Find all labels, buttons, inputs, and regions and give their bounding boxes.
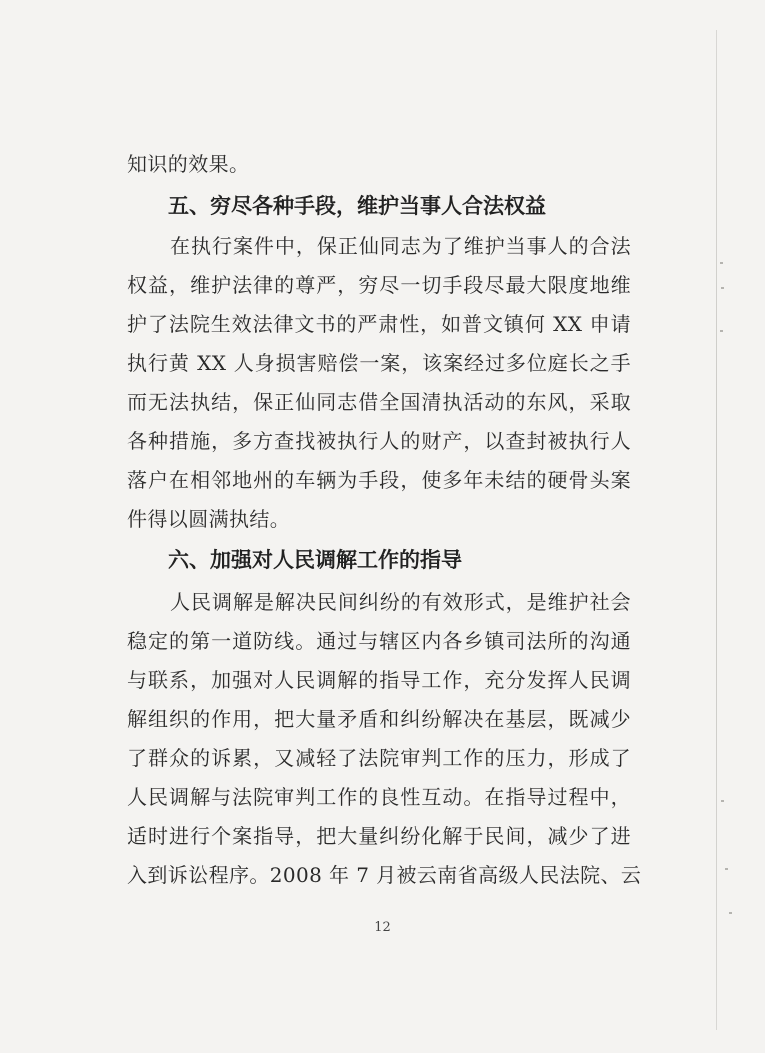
body-line: 知识的效果。	[127, 152, 250, 176]
body-line: 人民调解与法院审判工作的良性互动。在指导过程中，	[127, 785, 631, 809]
body-line: 解组织的作用，把大量矛盾和纠纷解决在基层，既减少	[127, 707, 631, 731]
body-line: 护了法院生效法律文书的严肃性，如普文镇何 XX 申请	[127, 312, 631, 336]
scan-speck	[721, 800, 724, 802]
body-line: 执行黄 XX 人身损害赔偿一案，该案经过多位庭长之手	[127, 351, 631, 375]
section-heading-5: 五、穷尽各种手段，维护当事人合法权益	[168, 193, 546, 218]
body-line: 稳定的第一道防线。通过与辖区内各乡镇司法所的沟通	[127, 629, 631, 653]
body-line: 而无法执结，保正仙同志借全国清执活动的东风，采取	[127, 390, 631, 414]
body-line: 权益，维护法律的尊严，穷尽一切手段尽最大限度地维	[127, 273, 631, 297]
scan-speck	[725, 868, 728, 870]
scan-speck	[729, 912, 732, 914]
page-number: 12	[374, 920, 391, 935]
body-line: 落户在相邻地州的车辆为手段，使多年未结的硬骨头案	[127, 468, 631, 492]
body-line: 各种措施，多方查找被执行人的财产，以查封被执行人	[127, 429, 631, 453]
body-line: 了群众的诉累，又减轻了法院审判工作的压力，形成了	[127, 746, 631, 770]
body-line: 件得以圆满执结。	[127, 507, 291, 531]
body-line: 在执行案件中，保正仙同志为了维护当事人的合法	[170, 234, 631, 258]
body-line: 与联系，加强对人民调解的指导工作，充分发挥人民调	[127, 668, 631, 692]
scan-speck	[721, 287, 724, 289]
scan-speck	[720, 330, 723, 332]
body-line: 人民调解是解决民间纠纷的有效形式，是维护社会	[170, 590, 631, 614]
body-line: 入到诉讼程序。2008 年 7 月被云南省高级人民法院、云	[127, 863, 642, 887]
body-line: 适时进行个案指导，把大量纠纷化解于民间，减少了进	[127, 824, 631, 848]
section-heading-6: 六、加强对人民调解工作的指导	[168, 547, 462, 572]
page-edge-shadow	[716, 30, 717, 1030]
scan-speck	[720, 262, 723, 264]
